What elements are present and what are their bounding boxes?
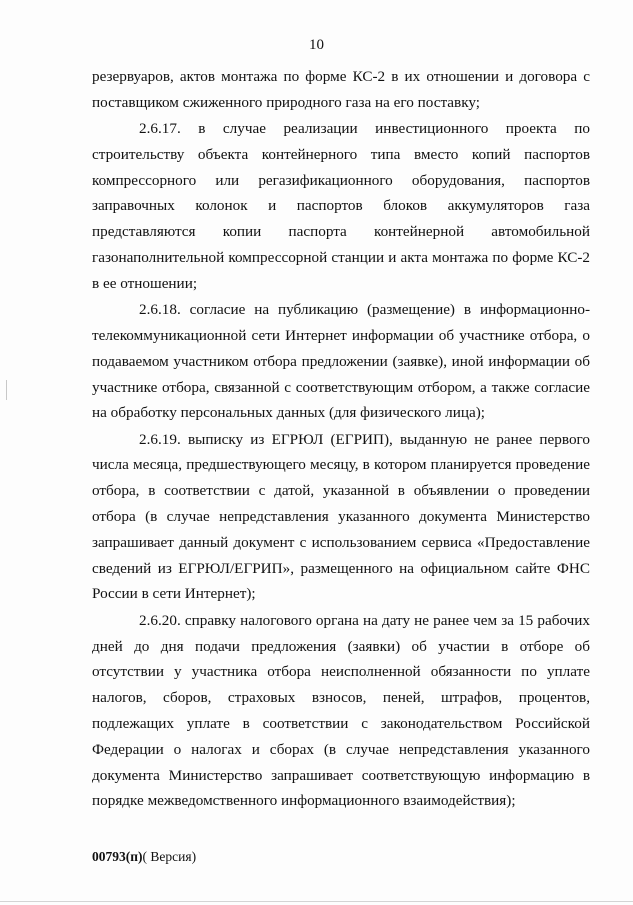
scan-artifact-bottom [0,901,633,902]
scan-artifact-left [6,380,7,400]
paragraph-continuation: резервуаров, актов монтажа по форме КС-2 в их отношении и договора с поставщиком сжиженного природного газа на его поставку; [92,68,590,111]
paragraph-2-6-20: 2.6.20. справку налогового органа на дату не ранее чем за 15 рабочих дней до дня подачи предложения (заявки) об участии в отборе об отсутствии у участника отбора неисполненной обязанности по уплате налогов, сборов, страховых взносов, пеней, штрафов, процентов, подлежащих уплате в соответствии с законодательством Российской Федерации о налогах и сборах (в случае непредставления указанного документа Министерство запрашивает соответствующую информацию в порядке межведомственного информационного взаимодействия); [92,611,590,810]
document-body [92,64,590,815]
paragraph-2-6-17: 2.6.17. в случае реализации инвестиционного проекта по строительству объекта контейнерного типа вместо копий паспортов компрессорного или регазификационного оборудования, паспортов заправочных колонок и паспортов блоков аккумуляторов газа представляются копии паспорта контейнерной автомобильной газонаполнительной компрессорной станции и акта монтажа по форме КС-2 в ее отношении; [92,120,590,292]
footer-document-code [92,849,196,865]
paragraph-2-6-18: 2.6.18. согласие на публикацию (размещение) в информационно-телекоммуникационной сети Интернет информации об участнике отбора, о подаваемом участником отбора предложении (заявке), иной информации об участнике отбора, связанной с соответствующим отбором, а также согласие на обработку персональных данных (для физического лица); [92,301,590,422]
page-number: 10 [309,37,324,53]
footer-version: ( Версия) [142,849,197,864]
paragraph-2-6-19: 2.6.19. выписку из ЕГРЮЛ (ЕГРИП), выданную не ранее первого числа месяца, предшествующего месяцу, в котором планируется проведение отбора, в соответствии с датой, указанной в объявлении о проведении отбора (в случае непредставления указанного документа Министерство запрашивает данный документ с использованием сервиса «Предоставление сведений из ЕГРЮЛ/ЕГРИП», размещенного на официальном сайте ФНС России в сети Интернет); [92,430,590,603]
footer-code: 00793(п) [92,849,143,864]
